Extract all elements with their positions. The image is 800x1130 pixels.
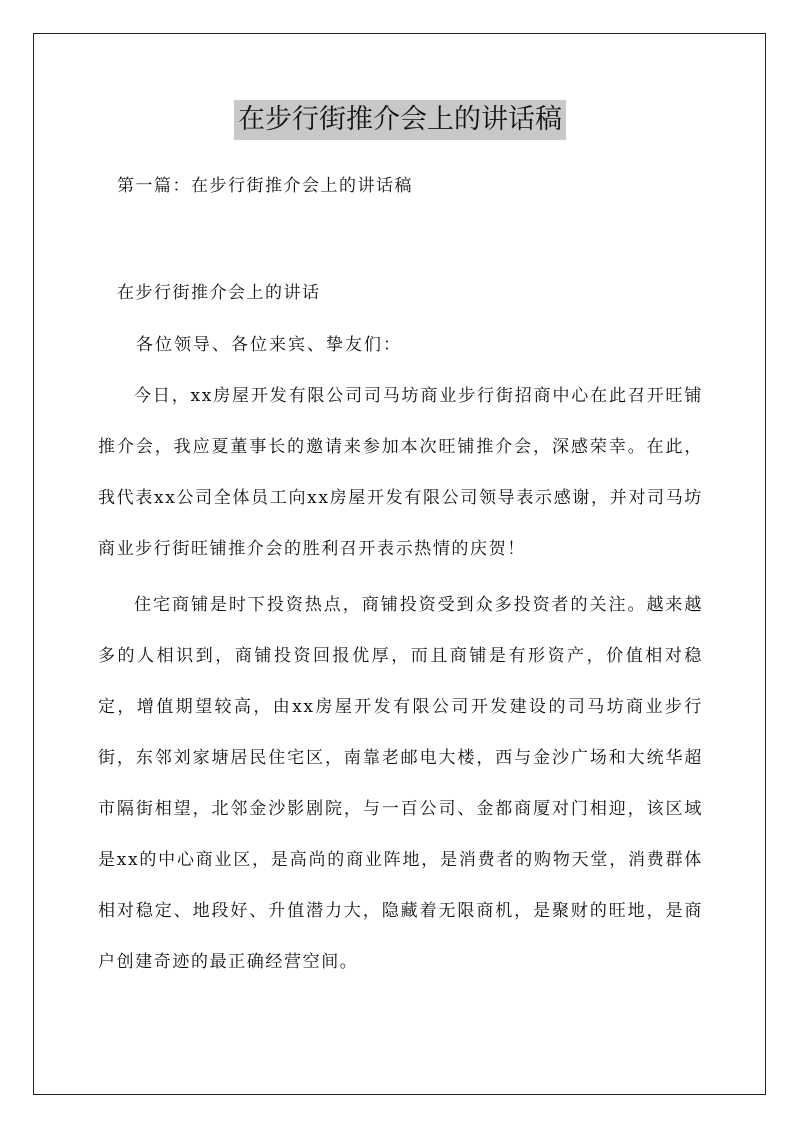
salutation: 各位领导、各位来宾、挚友们： — [136, 335, 402, 355]
document-title: 在步行街推介会上的讲话稿 — [234, 100, 566, 140]
chapter-subtitle: 第一篇：在步行街推介会上的讲话稿 — [117, 176, 413, 196]
body-paragraph: 今日，xx房屋开发有限公司司马坊商业步行街招商中心在此召开旺铺推介会，我应夏董事长的邀请来参加本次旺铺推介会，深感荣幸。在此，我代表xx公司全体员工向xx房屋开发有限公司领导表示感谢，并对司马坊商业步行街旺铺推介会的胜利召开表示热情的庆贺！ — [98, 386, 703, 559]
title-container — [0, 100, 800, 140]
body-paragraph: 住宅商铺是时下投资热点，商铺投资受到众多投资者的关注。越来越多的人相识到，商铺投资回报优厚，而且商铺是有形资产，价值相对稳定，增值期望较高，由xx房屋开发有限公司开发建设的司马坊商业步行街，东邻刘家塘居民住宅区，南靠老邮电大楼，西与金沙广场和大统华超市隔街相望，北邻金沙影剧院，与一百公司、金都商厦对门相迎，该区域是xx的中心商业区，是高尚的商业阵地，是消费者的购物天堂，消费群体相对稳定、地段好、升值潜力大，隐藏着无限商机，是聚财的旺地，是商户创建奇迹的最正确经营空间。 — [98, 595, 703, 972]
speech-heading: 在步行街推介会上的讲话 — [117, 283, 321, 303]
